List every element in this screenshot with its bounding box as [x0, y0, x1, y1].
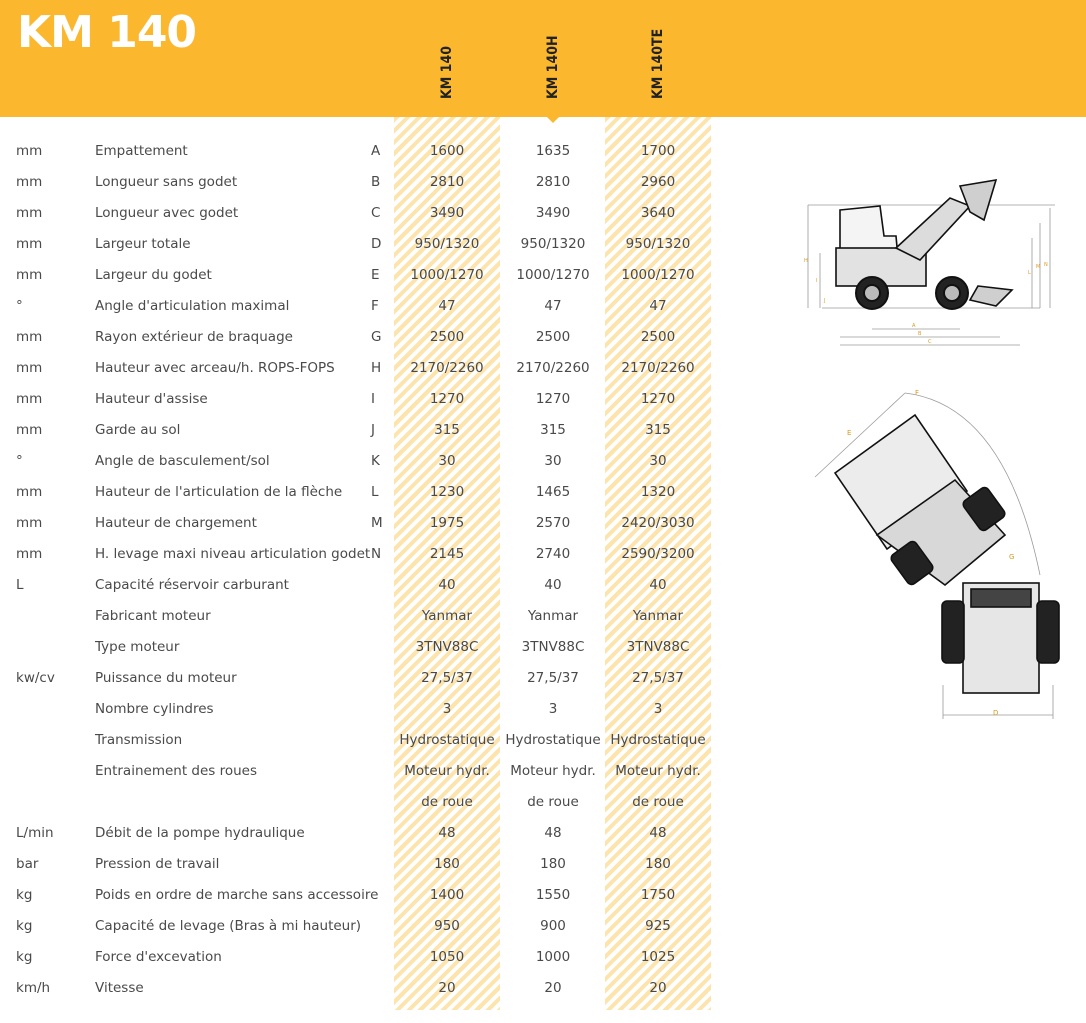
spec-value-km140te: 3640 — [640, 205, 676, 221]
spec-label: Garde au sol — [95, 422, 181, 438]
spec-label: Capacité réservoir carburant — [95, 577, 289, 593]
model-header-2 — [500, 0, 606, 117]
spec-row — [0, 973, 720, 1004]
spec-row — [0, 508, 720, 539]
spec-value-km140h: 2810 — [535, 174, 571, 190]
spec-value-km140: 3490 — [429, 205, 465, 221]
spec-value-km140: 40 — [438, 577, 456, 593]
spec-value-km140h: 950/1320 — [520, 236, 586, 252]
spec-letter: H — [371, 360, 382, 376]
spec-row — [0, 849, 720, 880]
spec-label: Largeur totale — [95, 236, 191, 252]
spec-row — [0, 663, 720, 694]
spec-value-km140h: 1465 — [535, 484, 571, 500]
spec-value-km140te: 47 — [649, 298, 667, 314]
spec-value-km140h: Hydrostatique — [505, 732, 601, 748]
spec-row — [0, 229, 720, 260]
spec-row — [0, 570, 720, 601]
spec-row — [0, 818, 720, 849]
spec-unit: mm — [16, 391, 43, 407]
loader-top-view-diagram — [805, 385, 1070, 725]
spec-unit: mm — [16, 174, 43, 190]
spec-row — [0, 415, 720, 446]
spec-letter: J — [371, 422, 375, 438]
spec-unit: mm — [16, 267, 43, 283]
diagram-letter: J — [824, 298, 826, 304]
spec-value-km140: 2170/2260 — [410, 360, 484, 376]
spec-unit: kg — [16, 949, 33, 965]
spec-value-km140te: 2170/2260 — [621, 360, 695, 376]
diagram-letter: M — [1036, 264, 1041, 270]
spec-value-km140te: 1700 — [640, 143, 676, 159]
spec-value-km140h: 48 — [544, 825, 562, 841]
spec-value-km140: 180 — [434, 856, 460, 872]
spec-value-km140: Yanmar — [421, 608, 473, 624]
spec-letter: D — [371, 236, 382, 252]
spec-value-km140h: 3490 — [535, 205, 571, 221]
spec-value-km140h: 1000/1270 — [516, 267, 590, 283]
spec-value-km140: 1400 — [429, 887, 465, 903]
spec-row — [0, 322, 720, 353]
spec-value-km140te: 1750 — [640, 887, 676, 903]
spec-label: Force d'excevation — [95, 949, 222, 965]
spec-value-km140te: de roue — [632, 794, 684, 810]
spec-value-km140h: 2170/2260 — [516, 360, 590, 376]
spec-letter: G — [371, 329, 382, 345]
diagram-letter: E — [847, 429, 852, 437]
diagram-letter: I — [816, 278, 818, 284]
header-bar — [0, 0, 1086, 117]
spec-unit: mm — [16, 329, 43, 345]
spec-row — [0, 942, 720, 973]
spec-value-km140: 950 — [434, 918, 460, 934]
spec-value-km140te: 1320 — [640, 484, 676, 500]
diagram-letter: H — [804, 258, 808, 264]
spec-value-km140h: 30 — [544, 453, 562, 469]
spec-letter: A — [371, 143, 381, 159]
spec-value-km140: 1600 — [429, 143, 465, 159]
spec-letter: I — [371, 391, 375, 407]
spec-row — [0, 291, 720, 322]
model-header-1 — [394, 0, 500, 117]
spec-table — [0, 136, 720, 1004]
spec-letter: C — [371, 205, 381, 221]
spec-value-km140h: 180 — [540, 856, 566, 872]
spec-value-km140: 20 — [438, 980, 456, 996]
spec-value-km140: 950/1320 — [414, 236, 480, 252]
spec-letter: N — [371, 546, 382, 562]
spec-row — [0, 756, 720, 787]
spec-value-km140: 2145 — [429, 546, 465, 562]
spec-letter: L — [371, 484, 379, 500]
spec-unit: L — [16, 577, 24, 593]
spec-unit: ° — [16, 298, 23, 314]
spec-row — [0, 725, 720, 756]
spec-label: Longueur sans godet — [95, 174, 238, 190]
spec-value-km140: 47 — [438, 298, 456, 314]
spec-value-km140te: Yanmar — [632, 608, 684, 624]
header-pointer — [547, 117, 559, 123]
spec-value-km140h: 1550 — [535, 887, 571, 903]
spec-label: Vitesse — [95, 980, 144, 996]
spec-unit: kg — [16, 887, 33, 903]
page-title: KM 140 — [17, 7, 197, 58]
spec-unit: mm — [16, 484, 43, 500]
spec-label: Type moteur — [95, 639, 180, 655]
spec-value-km140h: 40 — [544, 577, 562, 593]
spec-value-km140h: 900 — [540, 918, 566, 934]
spec-value-km140: 3TNV88C — [415, 639, 479, 655]
spec-value-km140te: Hydrostatique — [610, 732, 706, 748]
spec-row — [0, 198, 720, 229]
spec-value-km140te: 925 — [645, 918, 671, 934]
spec-row — [0, 880, 720, 911]
spec-value-km140te: Moteur hydr. — [615, 763, 701, 779]
diagram-letter: F — [915, 389, 920, 397]
spec-value-km140: Moteur hydr. — [404, 763, 490, 779]
spec-value-km140: 30 — [438, 453, 456, 469]
model-header-3 — [605, 0, 711, 117]
spec-label: Hauteur d'assise — [95, 391, 208, 407]
spec-label: Poids en ordre de marche sans accessoire — [95, 887, 379, 903]
spec-label: Longueur avec godet — [95, 205, 239, 221]
spec-value-km140: Hydrostatique — [399, 732, 495, 748]
spec-value-km140te: 2420/3030 — [621, 515, 695, 531]
spec-value-km140h: 1000 — [535, 949, 571, 965]
spec-value-km140te: 1000/1270 — [621, 267, 695, 283]
spec-letter: B — [371, 174, 381, 190]
spec-value-km140te: 27,5/37 — [632, 670, 684, 686]
spec-value-km140te: 20 — [649, 980, 667, 996]
spec-unit: bar — [16, 856, 39, 872]
spec-value-km140te: 315 — [645, 422, 671, 438]
spec-value-km140te: 30 — [649, 453, 667, 469]
spec-unit: mm — [16, 236, 43, 252]
spec-letter: K — [371, 453, 380, 469]
spec-value-km140: de roue — [421, 794, 473, 810]
spec-value-km140te: 2960 — [640, 174, 676, 190]
spec-value-km140: 2500 — [429, 329, 465, 345]
spec-value-km140h: Yanmar — [527, 608, 579, 624]
spec-value-km140h: 47 — [544, 298, 562, 314]
spec-letter: F — [371, 298, 379, 314]
spec-row — [0, 787, 720, 818]
diagram-letter: A — [912, 323, 916, 329]
spec-value-km140: 1000/1270 — [410, 267, 484, 283]
spec-label: H. levage maxi niveau articulation godet — [95, 546, 371, 562]
spec-row — [0, 136, 720, 167]
spec-value-km140h: de roue — [527, 794, 579, 810]
spec-row — [0, 353, 720, 384]
diagram-letter: L — [1028, 270, 1031, 276]
spec-unit: mm — [16, 546, 43, 562]
spec-unit: L/min — [16, 825, 54, 841]
spec-label: Capacité de levage (Bras à mi hauteur) — [95, 918, 362, 934]
spec-row — [0, 384, 720, 415]
spec-unit: mm — [16, 143, 43, 159]
spec-row — [0, 477, 720, 508]
spec-row — [0, 632, 720, 663]
spec-unit: mm — [16, 360, 43, 376]
spec-value-km140h: 20 — [544, 980, 562, 996]
spec-unit: mm — [16, 515, 43, 531]
spec-row — [0, 539, 720, 570]
diagram-letter: B — [918, 331, 922, 337]
spec-value-km140te: 1025 — [640, 949, 676, 965]
spec-value-km140te: 3 — [653, 701, 663, 717]
spec-unit: mm — [16, 205, 43, 221]
spec-unit: kw/cv — [16, 670, 55, 686]
spec-value-km140h: 3TNV88C — [521, 639, 585, 655]
spec-value-km140: 1230 — [429, 484, 465, 500]
spec-label: Pression de travail — [95, 856, 220, 872]
spec-label: Puissance du moteur — [95, 670, 237, 686]
spec-letter: E — [371, 267, 380, 283]
diagram-letter: G — [1009, 553, 1015, 561]
spec-value-km140: 2810 — [429, 174, 465, 190]
spec-value-km140h: 2570 — [535, 515, 571, 531]
spec-value-km140h: 315 — [540, 422, 566, 438]
spec-value-km140h: 2740 — [535, 546, 571, 562]
spec-label: Entrainement des roues — [95, 763, 258, 779]
spec-unit: ° — [16, 453, 23, 469]
spec-value-km140te: 1270 — [640, 391, 676, 407]
spec-label: Hauteur de l'articulation de la flèche — [95, 484, 343, 500]
spec-value-km140h: 1635 — [535, 143, 571, 159]
spec-label: Débit de la pompe hydraulique — [95, 825, 305, 841]
spec-value-km140te: 2590/3200 — [621, 546, 695, 562]
spec-value-km140te: 48 — [649, 825, 667, 841]
spec-row — [0, 260, 720, 291]
spec-value-km140te: 3TNV88C — [626, 639, 690, 655]
spec-label: Angle de basculement/sol — [95, 453, 270, 469]
spec-unit: km/h — [16, 980, 51, 996]
spec-label: Nombre cylindres — [95, 701, 214, 717]
spec-label: Hauteur avec arceau/h. ROPS-FOPS — [95, 360, 335, 376]
spec-row — [0, 694, 720, 725]
spec-unit: mm — [16, 422, 43, 438]
spec-value-km140: 315 — [434, 422, 460, 438]
loader-side-view-diagram — [800, 178, 1060, 350]
spec-row — [0, 911, 720, 942]
spec-value-km140h: 27,5/37 — [527, 670, 579, 686]
spec-value-km140h: 1270 — [535, 391, 571, 407]
diagram-letter: D — [993, 709, 999, 717]
diagram-letter: N — [1044, 262, 1048, 268]
spec-label: Largeur du godet — [95, 267, 212, 283]
spec-value-km140h: Moteur hydr. — [510, 763, 596, 779]
spec-label: Fabricant moteur — [95, 608, 211, 624]
spec-value-km140te: 2500 — [640, 329, 676, 345]
spec-value-km140te: 950/1320 — [625, 236, 691, 252]
spec-row — [0, 446, 720, 477]
spec-label: Transmission — [95, 732, 183, 748]
spec-unit: kg — [16, 918, 33, 934]
spec-label: Rayon extérieur de braquage — [95, 329, 293, 345]
spec-row — [0, 601, 720, 632]
spec-value-km140: 1975 — [429, 515, 465, 531]
spec-value-km140: 3 — [442, 701, 452, 717]
spec-value-km140: 1050 — [429, 949, 465, 965]
diagram-letter: C — [928, 339, 932, 345]
spec-label: Angle d'articulation maximal — [95, 298, 290, 314]
spec-value-km140h: 2500 — [535, 329, 571, 345]
spec-label: Empattement — [95, 143, 188, 159]
spec-value-km140h: 3 — [548, 701, 558, 717]
spec-value-km140: 27,5/37 — [421, 670, 473, 686]
spec-value-km140te: 40 — [649, 577, 667, 593]
spec-letter: M — [371, 515, 383, 531]
spec-label: Hauteur de chargement — [95, 515, 257, 531]
spec-row — [0, 167, 720, 198]
spec-value-km140te: 180 — [645, 856, 671, 872]
spec-value-km140: 1270 — [429, 391, 465, 407]
spec-value-km140: 48 — [438, 825, 456, 841]
model-name: KM 140H — [545, 35, 561, 99]
model-name: KM 140TE — [650, 28, 666, 99]
model-name: KM 140 — [439, 46, 455, 99]
